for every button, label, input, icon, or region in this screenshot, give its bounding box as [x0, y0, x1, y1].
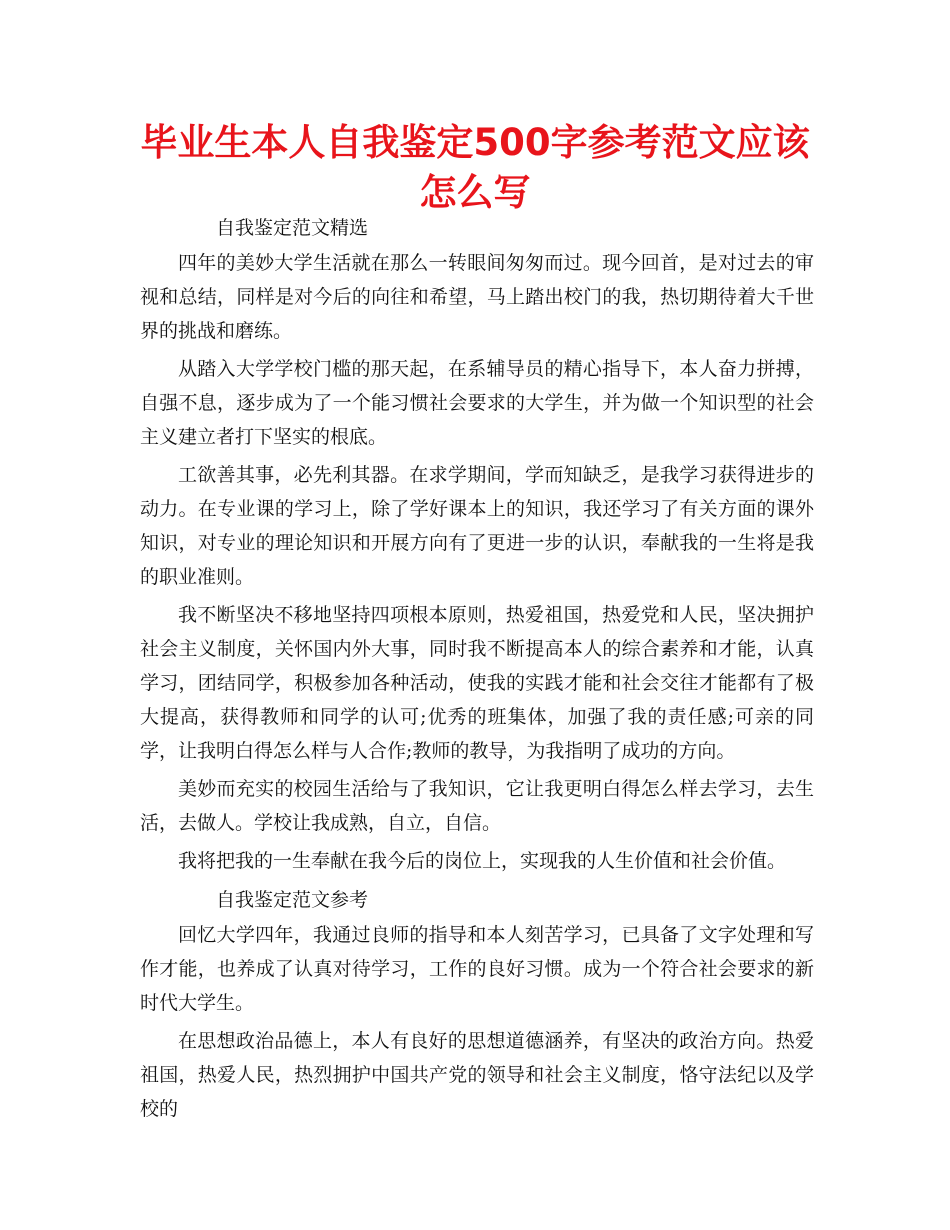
paragraph: 工欲善其事，必先利其器。在求学期间，学而知缺乏，是我学习获得进步的动力。在专业课的学习上，除了学好课本上的知识，我还学习了有关方面的课外知识，对专业的理论知识和开展方向有了更进一步的认识，奉献我的一生将是我的职业准则。	[140, 464, 814, 588]
document-title: 毕业生本人自我鉴定500字参考范文应该怎么写	[140, 121, 810, 214]
section-heading-reference: 自我鉴定范文参考	[216, 889, 369, 911]
section-heading-selected: 自我鉴定范文精选	[216, 217, 369, 239]
paragraph: 我不断坚决不移地坚持四项根本原则，热爱祖国，热爱党和人民，坚决拥护社会主义制度，关怀国内外大事，同时我不断提高本人的综合素养和才能，认真学习，团结同学，积极参加各种活动，使我的实践才能和社会交往才能都有了极大提高，获得教师和同学的认可;优秀的班集体，加强了我的责任感;可亲的同学，让我明白得怎么样与人合作;教师的教导，为我指明了成功的方向。	[140, 604, 814, 762]
document-body	[140, 210, 814, 1130]
paragraph: 我将把我的一生奉献在我今后的岗位上，实现我的人生价值和社会价值。	[178, 850, 787, 872]
paragraph: 回忆大学四年，我通过良师的指导和本人刻苦学习，已具备了文字处理和写作才能，也养成了认真对待学习，工作的良好习惯。成为一个符合社会要求的新时代大学生。	[140, 924, 814, 1014]
paragraph: 四年的美妙大学生活就在那么一转眼间匆匆而过。现今回首，是对过去的审视和总结，同样是对今后的向往和希望，马上踏出校门的我，热切期待着大千世界的挑战和磨练。	[140, 252, 814, 342]
paragraph: 在思想政治品德上，本人有良好的思想道德涵养，有坚决的政治方向。热爱祖国，热爱人民，热烈拥护中国共产党的领导和社会主义制度，恪守法纪以及学校的	[140, 1030, 814, 1120]
paragraph: 美妙而充实的校园生活给与了我知识，它让我更明白得怎么样去学习，去生活，去做人。学校让我成熟，自立，自信。	[140, 778, 814, 834]
paragraph: 从踏入大学学校门槛的那天起，在系辅导员的精心指导下，本人奋力拼搏，自强不息，逐步成为了一个能习惯社会要求的大学生，并为做一个知识型的社会主义建立者打下坚实的根底。	[140, 358, 814, 448]
